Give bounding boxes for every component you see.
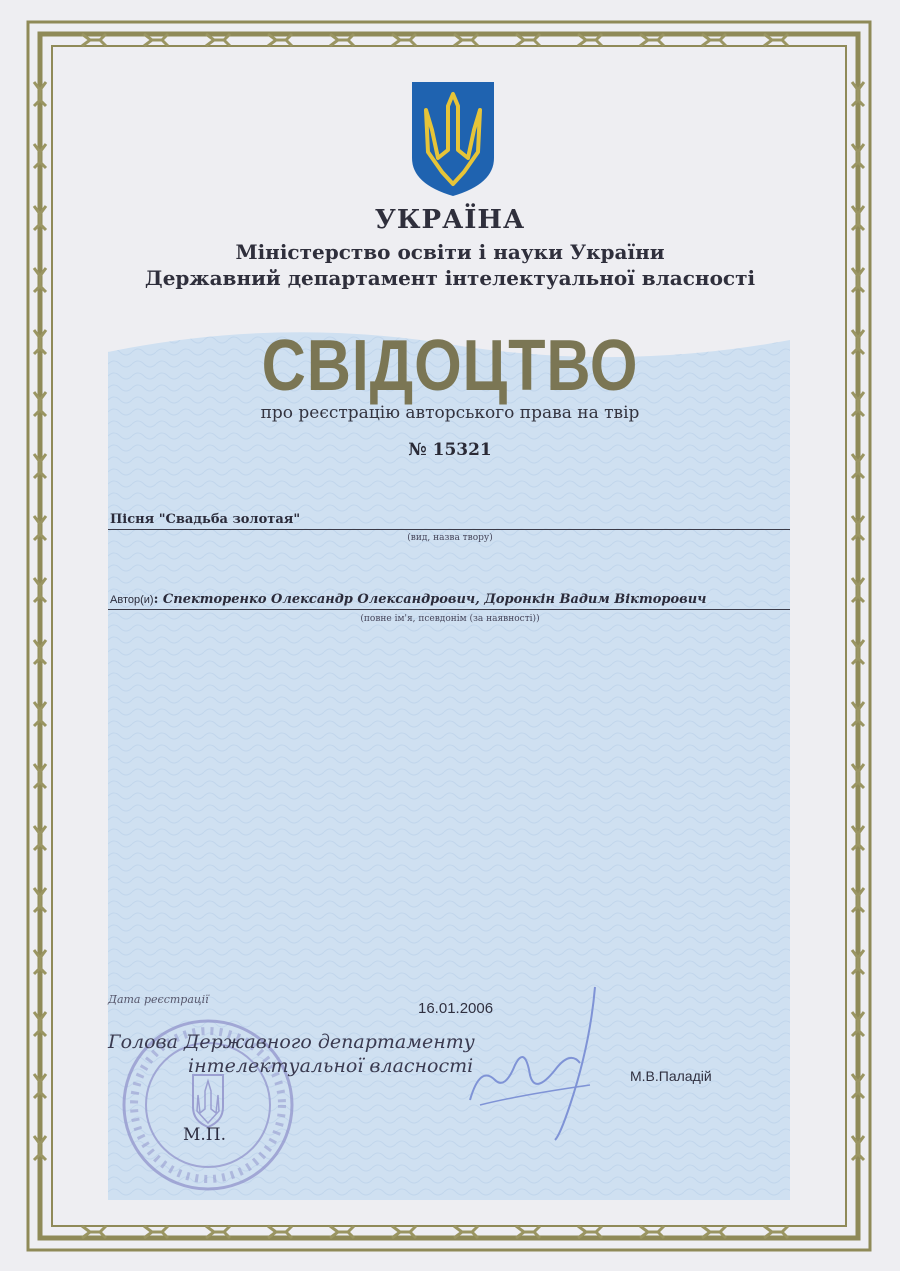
work-title-hint: (вид, назва твору) [407,533,493,543]
certificate-subtitle: про реєстрацію авторського права на твір [260,403,640,423]
signature [460,985,620,1145]
author-line [108,609,790,610]
author-label: Автор(и) [110,594,154,606]
trident-emblem-icon [410,80,496,198]
work-title-value: Пісня "Свадьба золотая" [110,512,301,527]
registration-date-value: 16.01.2006 [418,1000,494,1017]
author-value: Спекторенко Олександр Олександрович, Доронкін Вадим Вікторович [162,592,707,607]
author-field: Автор(и): Спекторенко Олександр Олександрович, Доронкін Вадим Вікторович [110,592,707,607]
head-title [108,1030,475,1078]
department-name: Державний департамент інтелектуальної власності [144,266,756,290]
certificate-number: № 15321 [408,440,492,460]
author-hint: (повне ім'я, псевдонім (за наявності)) [360,614,540,624]
stamp-place-label: М.П. [183,1125,227,1145]
registration-date-label: Дата реєстрації [108,993,209,1006]
work-title-line [108,529,790,530]
head-title-line1: Голова Державного департаменту [108,1031,475,1053]
ministry-name: Міністерство освіти і науки України [235,240,665,264]
signer-name: М.В.Паладій [630,1068,712,1084]
head-title-line2: інтелектуальної власності [188,1055,474,1077]
country-name: УКРАЇНА [374,205,526,235]
certificate-title: СВІДОЦТВО [261,326,639,406]
